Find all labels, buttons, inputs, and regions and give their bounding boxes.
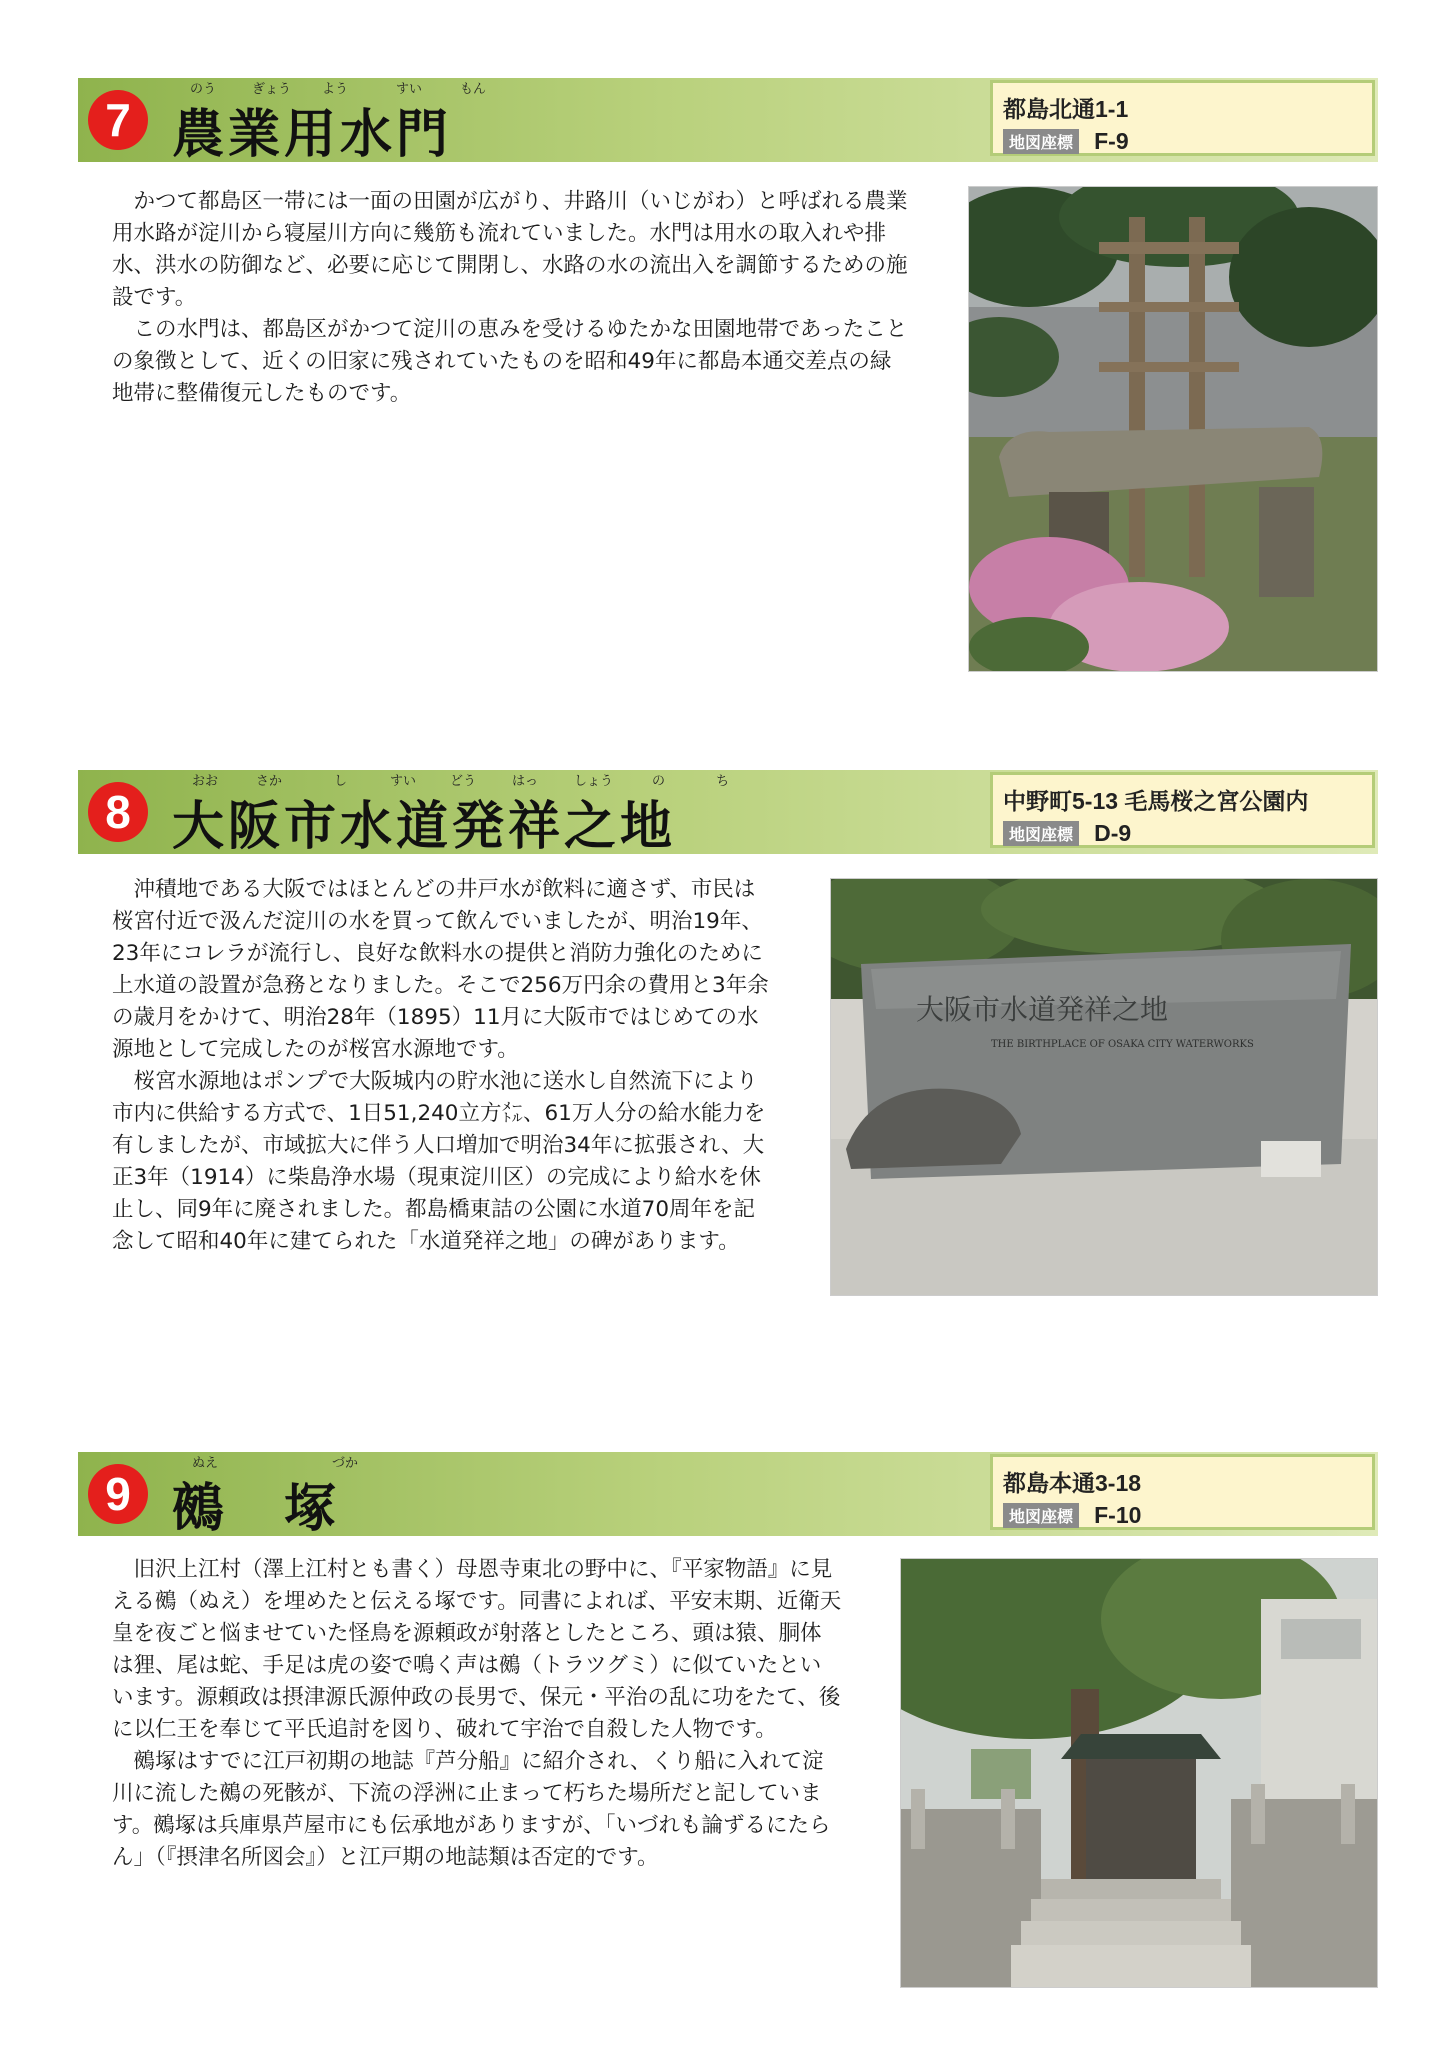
paragraph: 沖積地である大阪ではほとんどの井戸水が飲料に適さず、市民は桜宮付近で汲んだ淀川の水を買って飲んでいましたが、明治19年、23年にコレラが流行し、良好な飲料水の提供と消防力強化のために上水道の設置が急務となりました。そこで256万円余の費用と3年余の歳月をかけて、明治28年（1895）11月に大阪市ではじめての水源地として完成したのが桜宮水源地です。: [112, 877, 769, 1062]
ruby: のう: [190, 82, 217, 97]
paragraph: 桜宮水源地はポンプで大阪城内の貯水池に送水し自然流下により市内に供給する方式で、1日51,240立方㍍、61万人分の給水能力を有しましたが、市域拡大に伴う人口増加で明治34年に拡張され、大正3年（1914）に柴島浄水場（現東淀川区）の完成により給水を休止し、同9年に廃されました。都島橋東詰の公園に水道70周年を記念して昭和40年に建てられた「水道発祥之地」の碑があります。: [112, 1069, 766, 1254]
ruby: すい: [396, 82, 423, 97]
section-title: 鵺 塚: [172, 1478, 341, 1539]
address: 都島北通1-1: [1003, 96, 1129, 122]
ruby: ぎょう: [252, 82, 292, 97]
section-number-badge: 9: [88, 1464, 148, 1524]
address: 都島本通3-18: [1003, 1470, 1142, 1496]
ruby: おお: [192, 774, 219, 789]
section-body: [112, 186, 912, 410]
address-box: [990, 80, 1375, 156]
water-gate-illustration: [969, 187, 1377, 671]
ruby: すい: [390, 774, 417, 789]
section-number-badge: 7: [88, 90, 148, 150]
ruby: もん: [460, 82, 487, 97]
section-title: 農業用水門: [172, 104, 453, 165]
coord-row: [993, 820, 1372, 847]
ruby: どう: [450, 774, 477, 789]
coord-value: F-10: [1094, 1502, 1142, 1528]
nue-zuka-photo: [900, 1558, 1378, 1988]
ruby: しょう: [574, 774, 614, 789]
coord-label: 地図座標: [1003, 1503, 1079, 1528]
monument-english: THE BIRTHPLACE OF OSAKA CITY WATERWORKS: [991, 1039, 1254, 1050]
section-number-badge: 8: [88, 782, 148, 842]
coord-label: 地図座標: [1003, 129, 1079, 154]
coord-row: [993, 1502, 1372, 1529]
coord-value: F-9: [1094, 128, 1129, 154]
ruby: ぬえ: [192, 1456, 219, 1471]
ruby: し: [334, 774, 348, 789]
nue-zuka-illustration: [901, 1559, 1377, 1987]
section-body: [112, 874, 772, 1258]
section-title: 大阪市水道発祥之地: [172, 796, 677, 857]
coord-row: [993, 128, 1372, 155]
address-box: [990, 1454, 1375, 1530]
coord-value: D-9: [1094, 820, 1132, 846]
paragraph: 旧沢上江村（澤上江村とも書く）母恩寺東北の野中に、『平家物語』に見える鵺（ぬえ）を埋めたと伝える塚です。同書によれば、平安末期、近衛天皇を夜ごと悩ませていた怪鳥を源頼政が射落としたところ、頭は猿、胴体は狸、尾は蛇、手足は虎の姿で鳴く声は鵺（トラツグミ）に似ていたといいます。源頼政は摂津源氏源仲政の長男で、保元・平治の乱に功をたて、後に以仁王を奉じて平氏追討を図り、破れて宇治で自殺した人物です。: [112, 1557, 842, 1742]
monument-inscription: 大阪市水道発祥之地: [916, 993, 1169, 1026]
address: 中野町5-13 毛馬桜之宮公園内: [1003, 788, 1309, 814]
ruby: づか: [332, 1456, 359, 1471]
ruby: さか: [256, 774, 283, 789]
water-gate-photo: [968, 186, 1378, 672]
paragraph: 鵺塚はすでに江戸初期の地誌『芦分船』に紹介され、くり船に入れて淀川に流した鵺の死骸が、下流の浮洲に止まって朽ちた場所だと記しています。鵺塚は兵庫県芦屋市にも伝承地がありますが、「いづれも論ずるにたらん」（『摂津名所図会』）と江戸期の地誌類は否定的です。: [112, 1749, 831, 1870]
ruby: の: [652, 774, 666, 789]
coord-label: 地図座標: [1003, 821, 1079, 846]
ruby: よう: [322, 82, 349, 97]
ruby: ち: [716, 774, 730, 789]
paragraph: この水門は、都島区がかつて淀川の恵みを受けるゆたかな田園地帯であったことの象徴として、近くの旧家に残されていたものを昭和49年に都島本通交差点の緑地帯に整備復元したものです。: [112, 317, 908, 406]
ruby: はっ: [512, 774, 539, 789]
monument-photo: [830, 878, 1378, 1296]
address-box: [990, 772, 1375, 848]
paragraph: かつて都島区一帯には一面の田園が広がり、井路川（いじがわ）と呼ばれる農業用水路が淀川から寝屋川方向に幾筋も流れていました。水門は用水の取入れや排水、洪水の防御など、必要に応じて開閉し、水路の水の流出入を調節するための施設です。: [112, 189, 908, 310]
section-body: [112, 1554, 842, 1874]
monument-illustration: [831, 879, 1377, 1295]
